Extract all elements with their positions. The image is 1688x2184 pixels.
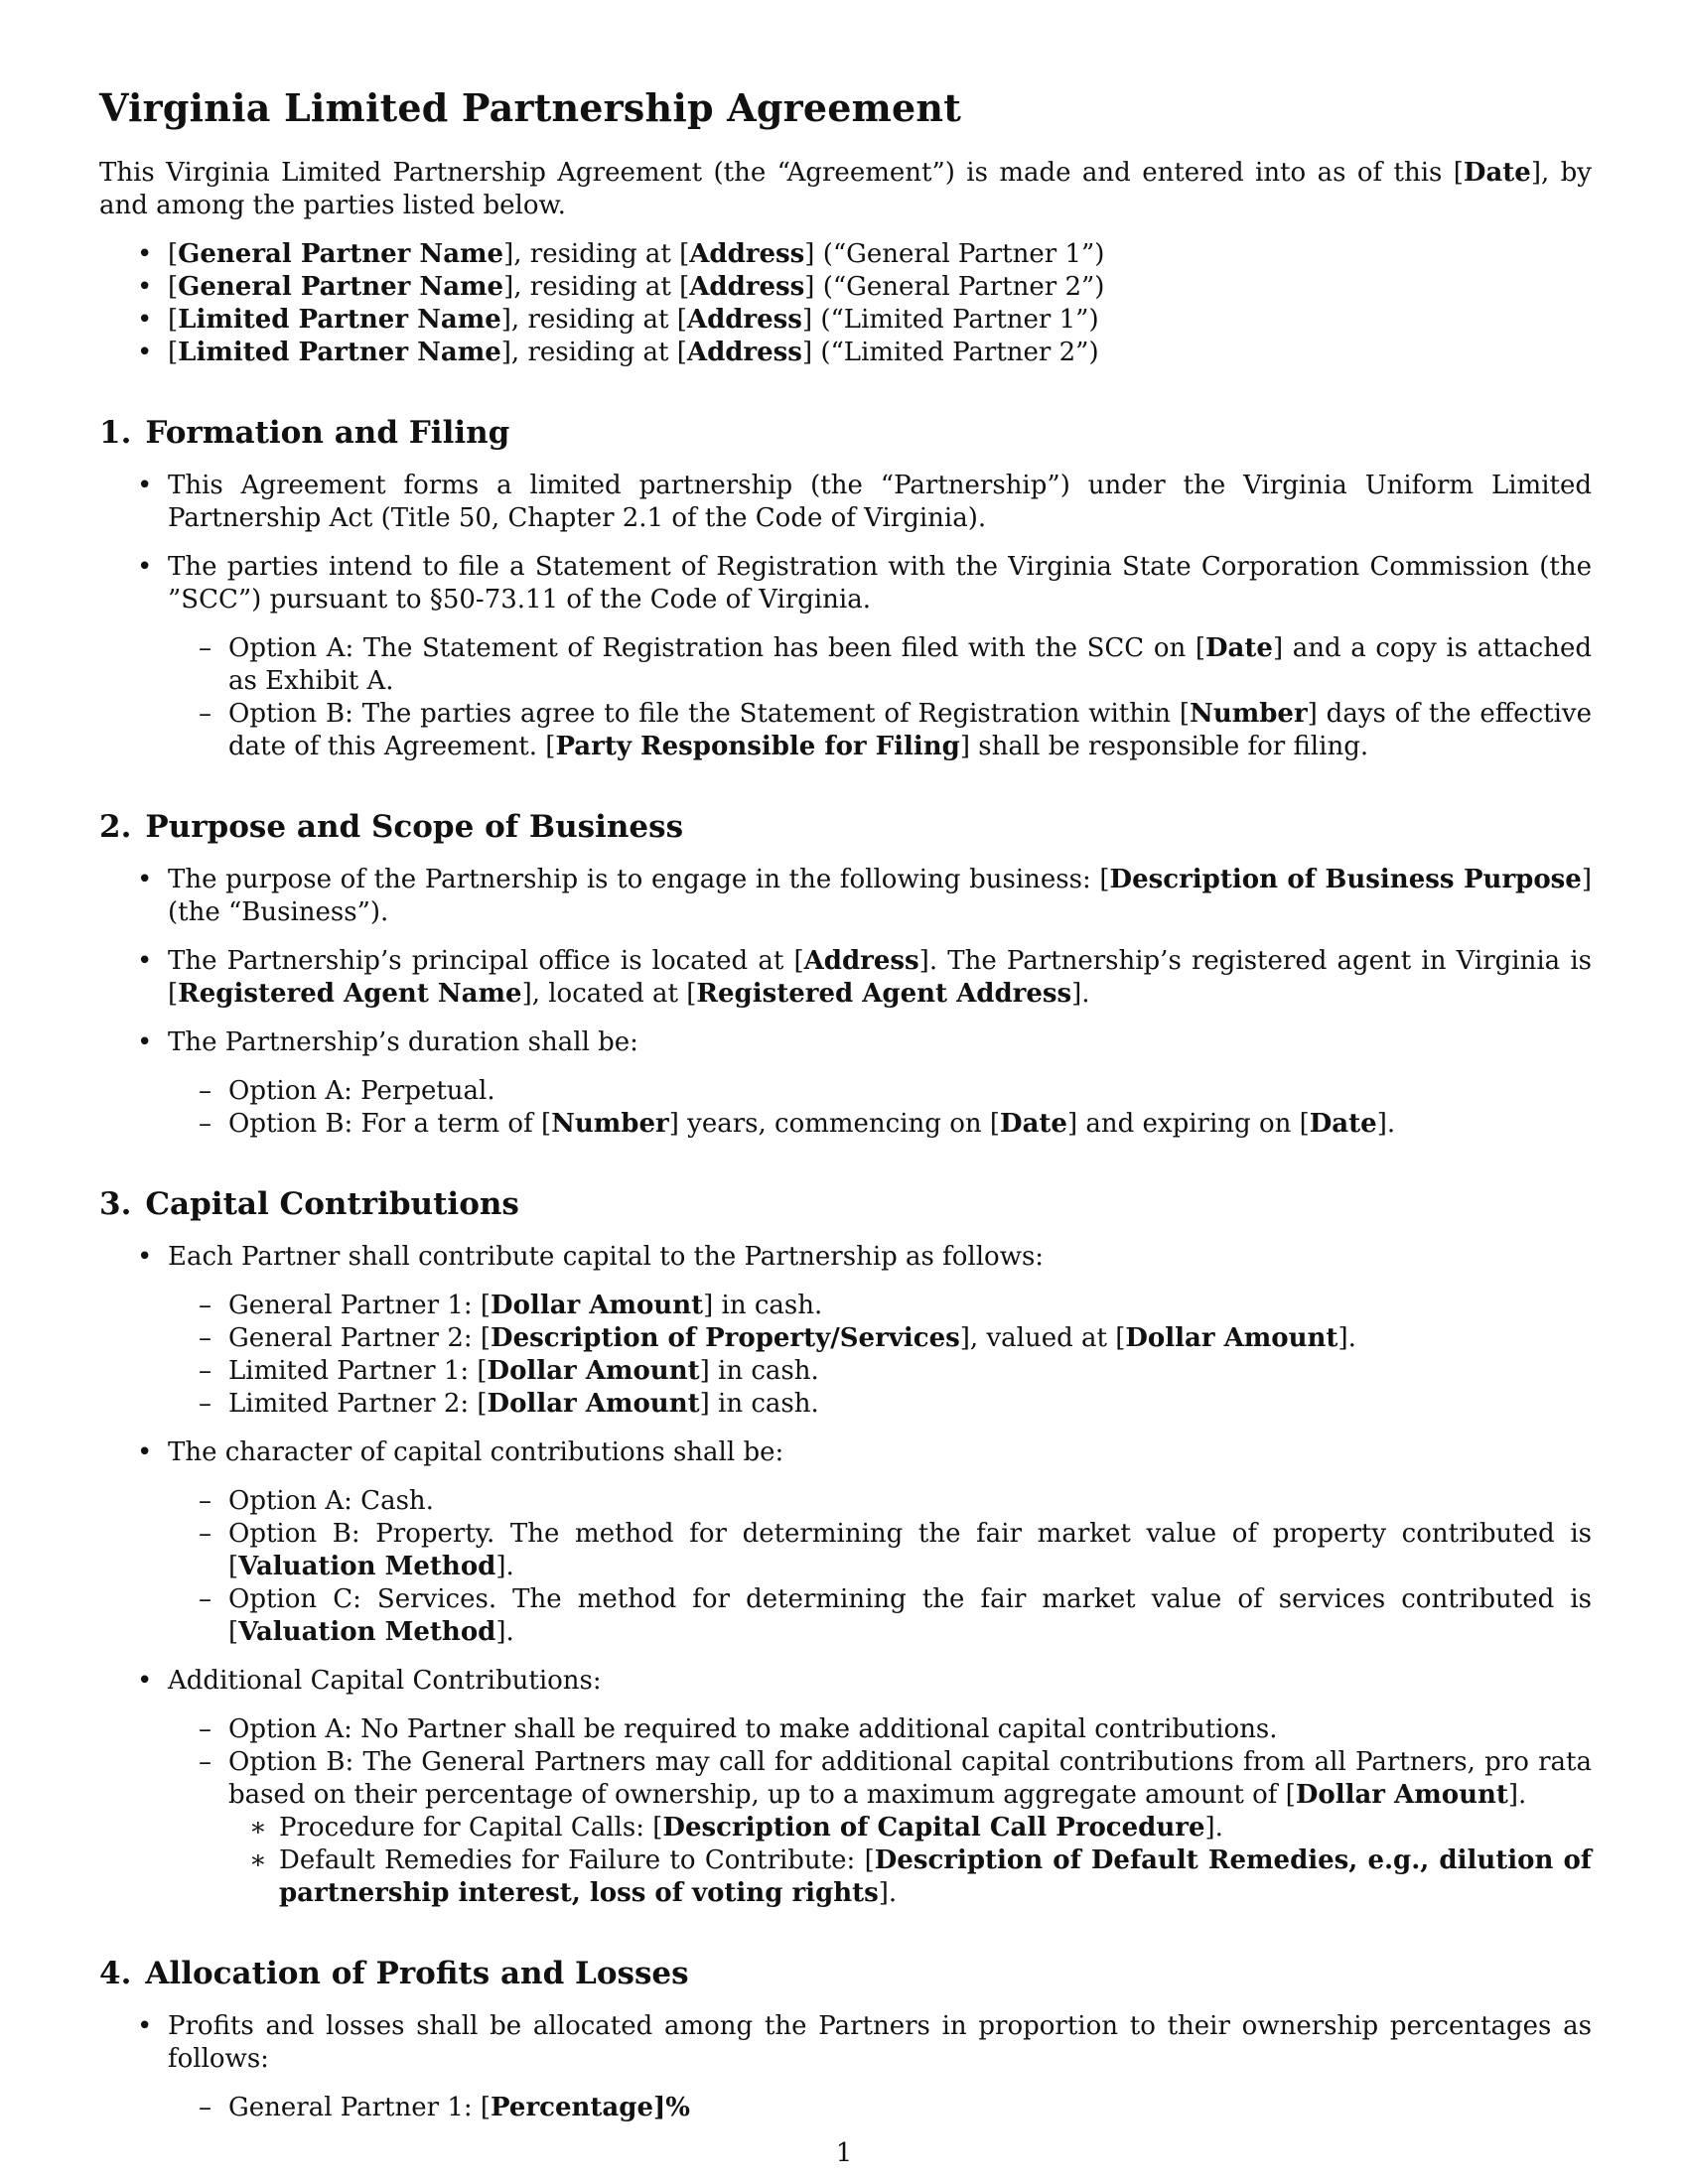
document-title: Virginia Limited Partnership Agreement [99,85,961,130]
option-item: – Option B: For a term of [Number] years, commencing on [Date] and expiring on [Date]. [168,1108,1592,1141]
list-item: • The parties intend to file a Statement of Registration with the Virginia State Corporation Commission (the ”SCC”) pursuant to §50-73.11 of the Code of Virginia. – Option A: The Statement of Registration has been filed with the SCC on [Date] and a copy is attached as Exhibit A. – Option B: The parties agree to file the Statement of Registration within [Number] days of the effective date of this Agreement. [Party Responsible for Filing] shall be responsible for filing. [99,551,1592,763]
section-heading: 3. Capital Contributions [99,1185,519,1222]
placeholder: Limited Partner Name [178,304,501,335]
placeholder: Date [1309,1108,1377,1139]
sub-option-item: ∗ Default Remedies for Failure to Contribute: [Description of Default Remedies, e.g., dilution of partnership interest, loss of voting rights]. [228,1844,1592,1910]
contribution-item: – General Partner 2: [Description of Property/Services], valued at [Dollar Amount]. [168,1322,1592,1355]
contribution-item: – General Partner 1: [Dollar Amount] in cash. [168,1290,1592,1322]
placeholder: Dollar Amount [491,1291,704,1321]
placeholder: Registered Agent Name [178,978,522,1009]
intro-paragraph: This Virginia Limited Partnership Agreement (the “Agreement”) is made and entered into as of this [Date], by and among the parties listed below. [99,157,1592,220]
placeholder: Address [689,271,805,302]
list-item: • The purpose of the Partnership is to engage in the following business: [Description of Business Purpose] (the “Business”). [99,864,1592,929]
page-number: 1 [835,2138,853,2168]
section-formation-and-filing [99,415,1592,763]
placeholder: Valuation Method [238,1617,496,1648]
placeholder: Dollar Amount [487,1356,700,1387]
placeholder: Description of Default Remedies, e.g., dilution of partnership interest, loss of voting rights [279,1845,1592,1909]
contribution-item: – Limited Partner 2: [Dollar Amount] in cash. [168,1388,1592,1421]
option-item: – Option A: Perpetual. [168,1075,1592,1108]
placeholder: Address [689,238,805,269]
list-item: • Each Partner shall contribute capital to the Partnership as follows: – General Partner 1: [Dollar Amount] in cash. – General Partner 2: [Description of Property/Services], valued at [Dollar Amount]. – Limited Partner 1: [Dollar Amount] in cash. – Limited Partner 2: [Dollar Amount] in cash. [99,1241,1592,1421]
placeholder: Address [803,945,919,976]
option-item: – Option A: Cash. [168,1485,1592,1518]
placeholder: Dollar Amount [1125,1323,1338,1354]
placeholder: General Partner Name [178,238,504,269]
allocation-item: – General Partner 1: [Percentage]% [168,2092,1592,2124]
placeholder: Address [686,337,802,367]
section-heading: 4. Allocation of Profits and Losses [99,1956,689,1992]
placeholder: Limited Partner Name [178,337,501,367]
list-item: • Profits and losses shall be allocated among the Partners in proportion to their ownership percentages as follows: – General Partner 1: [Percentage]% [99,2010,1592,2124]
placeholder: Number [1190,698,1308,729]
placeholder: Description of Capital Call Procedure [662,1813,1205,1843]
list-item: • The character of capital contributions shall be: – Option A: Cash. – Option B: Property. The method for determining the fair market value of property contributed is [Valuation Method]. – Option C: Services. The method for determining the fair market value of services contributed is [Valuation Method]. [99,1436,1592,1649]
list-item: • The Partnership’s duration shall be: – Option A: Perpetual. – Option B: For a term of [Number] years, commencing on [Date] and expiring on [Date]. [99,1026,1592,1141]
section-capital-contributions [99,1186,1592,1910]
list-item: • [Limited Partner Name], residing at [Address] (“Limited Partner 1”) [99,304,1592,337]
section-allocation-of-profits [99,1956,1592,2124]
document-body [99,85,1592,2124]
placeholder: Valuation Method [238,1552,496,1582]
placeholder: Party Responsible for Filing [555,731,960,761]
option-item: – Option C: Services. The method for determining the fair market value of services contributed is [Valuation Method]. [168,1583,1592,1649]
option-item: – Option A: No Partner shall be required to make additional capital contributions. [168,1713,1592,1746]
placeholder: Date [1000,1108,1067,1139]
list-item: • The Partnership’s principal office is located at [Address]. The Partnership’s registered agent in Virginia is [Registered Agent Name], located at [Registered Agent Address]. [99,945,1592,1011]
section-heading: 2. Purpose and Scope of Business [99,808,684,845]
option-item: – Option A: The Statement of Registration has been filed with the SCC on [Date] and a copy is attached as Exhibit A. [168,632,1592,698]
contribution-item: – Limited Partner 1: [Dollar Amount] in cash. [168,1355,1592,1388]
placeholder: Dollar Amount [487,1389,700,1420]
option-item: – Option B: The General Partners may call for additional capital contributions from all Partners, pro rata based on their percentage of ownership, up to a maximum aggregate amount of [Dollar Amount]. ∗ Procedure for Capital Calls: [Description of Capital Call Procedure]. ∗ Default Remedies for Failure to Contribute: [Description of Default Remedies, e.g., dilution of partnership interest, loss of voting rights]. [168,1746,1592,1910]
placeholder: Date [1463,157,1531,188]
list-item: • [General Partner Name], residing at [Address] (“General Partner 2”) [99,271,1592,304]
sub-option-item: ∗ Procedure for Capital Calls: [Description of Capital Call Procedure]. [228,1812,1592,1844]
option-item: – Option B: The parties agree to file the Statement of Registration within [Number] days of the effective date of this Agreement. [Party Responsible for Filing] shall be responsible for filing. [168,698,1592,763]
placeholder: Description of Property/Services [491,1323,960,1354]
option-item: – Option B: Property. The method for determining the fair market value of property contributed is [Valuation Method]. [168,1518,1592,1583]
placeholder: Dollar Amount [1295,1780,1508,1811]
placeholder: General Partner Name [178,271,504,302]
placeholder: Date [1204,632,1273,663]
placeholder: Address [686,304,802,335]
section-heading: 1. Formation and Filing [99,414,510,451]
placeholder: Registered Agent Address [696,978,1072,1009]
section-purpose-and-scope [99,809,1592,1141]
parties-list [99,238,1592,369]
placeholder: Number [551,1108,669,1139]
placeholder: Description of Business Purpose [1109,864,1582,894]
list-item: • This Agreement forms a limited partnership (the “Partnership”) under the Virginia Uniform Limited Partnership Act (Title 50, Chapter 2.1 of the Code of Virginia). [99,470,1592,535]
placeholder: Percentage [491,2093,653,2123]
list-item: • [Limited Partner Name], residing at [Address] (“Limited Partner 2”) [99,337,1592,369]
list-item: • Additional Capital Contributions: – Option A: No Partner shall be required to make additional capital contributions. – Option B: The General Partners may call for additional capital contributions from all Partners, pro rata based on their percentage of ownership, up to a maximum aggregate amount of [Dollar Amount]. ∗ Procedure for Capital Calls: [Description of Capital Call Procedure]. ∗ Default Remedies for Failure to Contribute: [Description of Default Remedies, e.g., dilution of partnership interest, loss of voting rights]. [99,1665,1592,1910]
list-item: • [General Partner Name], residing at [Address] (“General Partner 1”) [99,238,1592,271]
